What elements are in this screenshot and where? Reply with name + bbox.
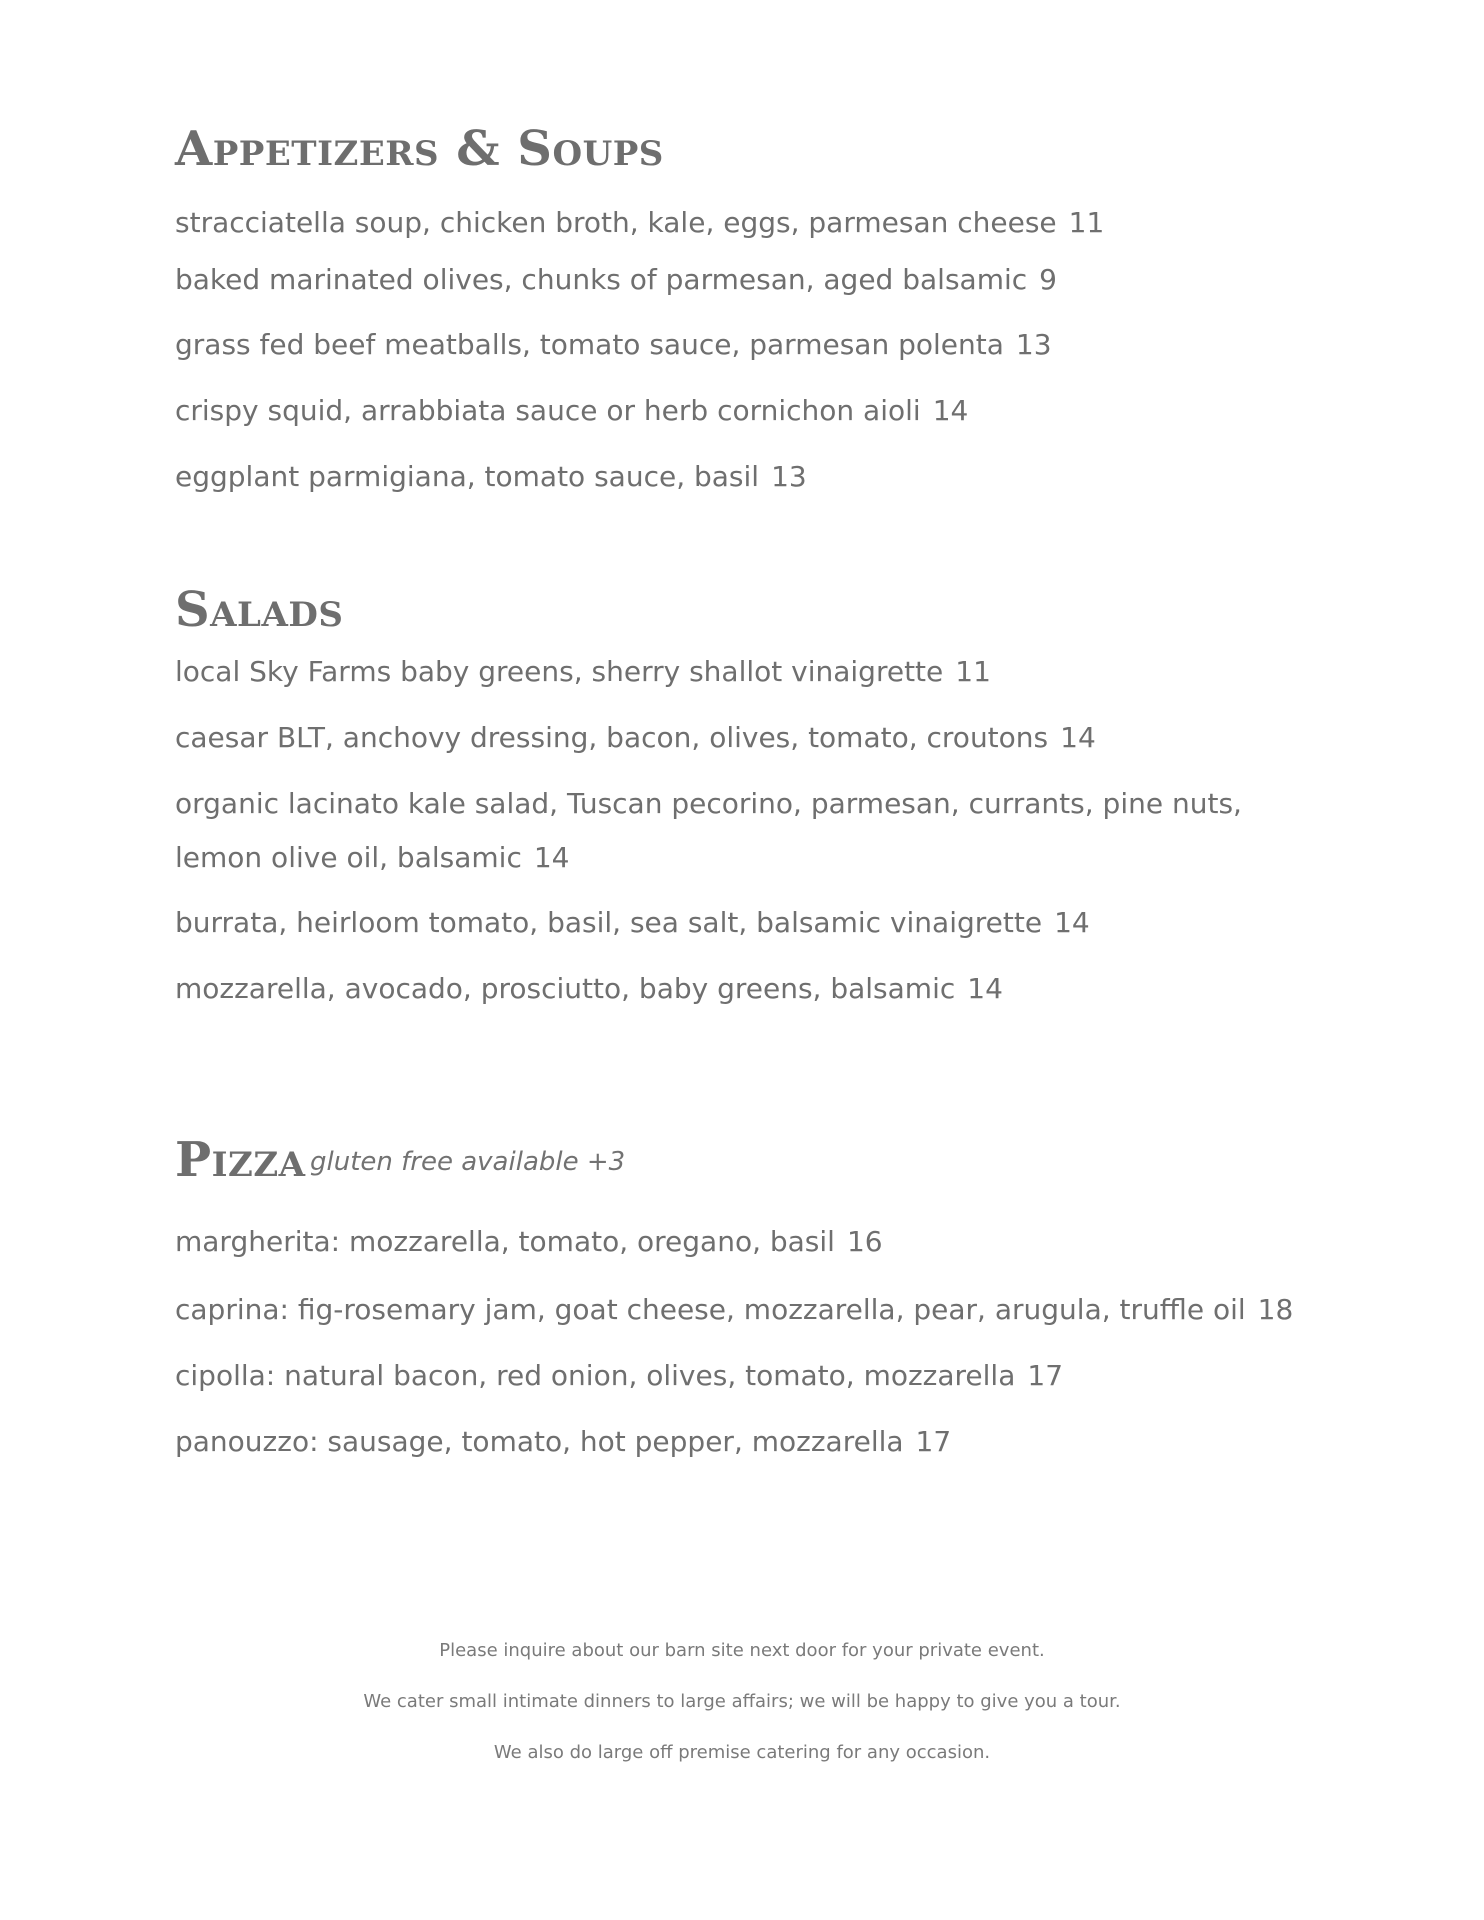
item-price: 16 — [846, 1225, 883, 1258]
item-price: 17 — [1027, 1359, 1064, 1392]
item-price: 13 — [771, 460, 807, 493]
item-price: 14 — [533, 841, 570, 874]
appetizers-heading: Appetizers & Soups — [175, 121, 664, 177]
menu-item — [175, 896, 1090, 950]
item-description: local Sky Farms baby greens, sherry shallot vinaigrette — [175, 655, 944, 688]
item-description: burrata, heirloom tomato, basil, sea salt, balsamic vinaigrette — [175, 906, 1043, 939]
item-description: margherita: mozzarella, tomato, oregano, basil — [175, 1225, 835, 1258]
item-price: 14 — [1060, 721, 1096, 754]
menu-item — [175, 450, 807, 504]
item-description: eggplant parmigiana, tomato sauce, basil — [175, 460, 760, 493]
menu-item — [175, 962, 1003, 1016]
item-description: grass fed beef meatballs, tomato sauce, parmesan polenta — [175, 328, 1004, 361]
pizza-gluten-free-note: gluten free available +3 — [310, 1147, 626, 1177]
menu-item — [175, 645, 991, 699]
item-description: panouzzo: sausage, tomato, hot pepper, mozzarella — [175, 1425, 904, 1458]
item-price: 14 — [967, 972, 1003, 1005]
footer-line: Please inquire about our barn site next door for your private event. — [439, 1640, 1045, 1661]
menu-item — [175, 384, 968, 438]
menu-item — [175, 1415, 951, 1469]
menu-item — [175, 1215, 883, 1269]
menu-item — [175, 777, 1310, 885]
item-price: 14 — [932, 394, 969, 427]
item-description: baked marinated olives, chunks of parmesan, aged balsamic — [175, 263, 1028, 296]
item-description: stracciatella soup, chicken broth, kale, eggs, parmesan cheese — [175, 206, 1057, 239]
menu-item — [175, 196, 1104, 250]
menu-item — [175, 253, 1057, 307]
menu-item — [175, 1283, 1293, 1337]
menu-item — [175, 711, 1096, 765]
menu-item — [175, 1349, 1063, 1403]
item-description: caesar BLT, anchovy dressing, bacon, olives, tomato, croutons — [175, 721, 1049, 754]
item-price: 11 — [1068, 206, 1105, 239]
item-price: 13 — [1015, 328, 1052, 361]
item-description: crispy squid, arrabbiata sauce or herb cornichon aioli — [175, 394, 921, 427]
item-price: 9 — [1039, 263, 1057, 296]
pizza-heading: Pizza — [175, 1132, 306, 1188]
footer-line: We cater small intimate dinners to large affairs; we will be happy to give you a tour. — [363, 1691, 1121, 1712]
item-price: 18 — [1257, 1293, 1294, 1326]
salads-heading: Salads — [175, 582, 344, 638]
footer-line: We also do large off premise catering for any occasion. — [493, 1742, 991, 1763]
item-description: mozzarella, avocado, prosciutto, baby greens, balsamic — [175, 972, 956, 1005]
item-description: organic lacinato kale salad, Tuscan pecorino, parmesan, currants, pine nuts, lemon olive oil, balsamic — [175, 787, 1242, 874]
item-description: caprina: fig-rosemary jam, goat cheese, mozzarella, pear, arugula, truffle oil — [175, 1293, 1246, 1326]
menu-item — [175, 318, 1052, 372]
item-price: 17 — [915, 1425, 952, 1458]
item-description: cipolla: natural bacon, red onion, olives, tomato, mozzarella — [175, 1359, 1016, 1392]
item-price: 11 — [955, 655, 991, 688]
item-price: 14 — [1054, 906, 1090, 939]
